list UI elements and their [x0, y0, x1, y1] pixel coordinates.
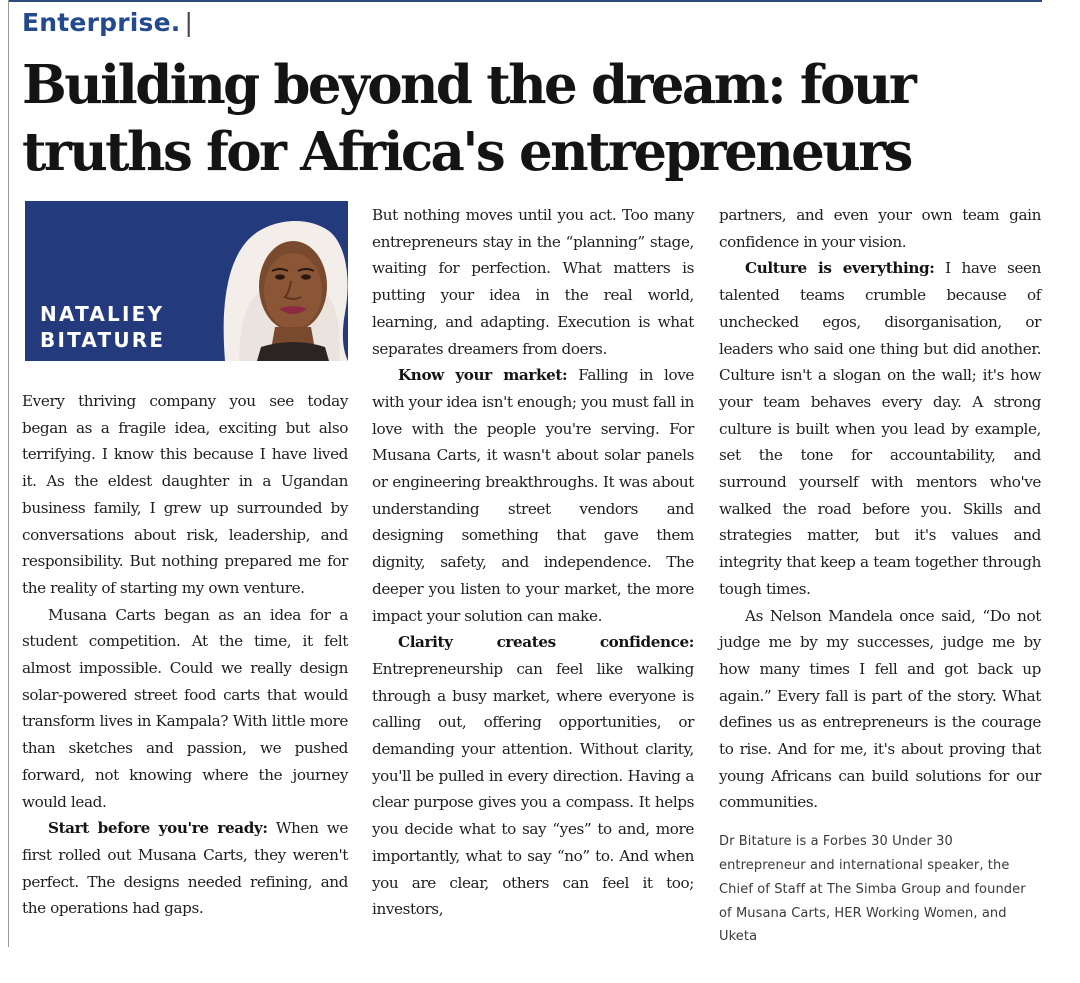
paragraph-text: I have seen talented teams crumble because of unchecked egos, disorganisation, or leaders who said one thing but did another. Culture isn't a slogan on the wall; it's how your team behaves every day. A strong culture is built when you lead by example, set the tone for accountability, and surround yourself with mentors who've walked the road before you. Skills and strategies matter, but it's values and integrity that keep a team together through tough times. [719, 259, 1041, 598]
paragraph: Every thriving company you see today began as a fragile idea, exciting but also terrifying. I know this because I have lived it. As the eldest daughter in a Ugandan business family, I grew up surrounded by conversations about risk, leadership, and responsibility. But nothing prepared me for the reality of starting my own venture. [22, 392, 348, 597]
paragraph-text: Falling in love with your idea isn't enough; you must fall in love with the people you're serving. For Musana Carts, it wasn't about solar panels or engineering breakthroughs. It was about understanding street vendors and designing something that gave them dignity, safety, and independence. The deeper you listen to your market, the more impact your solution can make. [372, 366, 694, 625]
section-label: Enterprise. [22, 8, 181, 37]
paragraph-text: When we first rolled out Musana Carts, they weren't perfect. The designs needed refining, and the operations had gaps. [22, 819, 348, 918]
author-photo [25, 201, 348, 361]
column-1 [22, 388, 348, 922]
paragraph-know-market [372, 362, 694, 629]
subhead: Clarity creates confidence: [398, 633, 694, 652]
paragraph: Musana Carts began as an idea for a student competition. At the time, it felt almost impossible. Could we really design solar-powered street food carts that would transform lives in Kampala? With little more than sketches and passion, we pushed forward, not knowing where the journey would lead. [22, 605, 348, 811]
subhead: Culture is everything: [745, 259, 935, 278]
author-name [40, 301, 165, 353]
subhead: Start before you're ready: [48, 819, 268, 838]
author-last-name: BITATURE [40, 328, 166, 352]
paragraph-text: Entrepreneurship can feel like walking through a busy market, where everyone is calling out, offering opportunities, or demanding your attention. Without clarity, you'll be pulled in every direction. Having a clear purpose gives you a compass. It helps you decide what to say “yes” to and, more importantly, what to say “no” to. And when you are clear, others can feel it too; investors, [372, 659, 694, 919]
paragraph-text-continued: partners, and even your own team gain confidence in your vision. [719, 206, 1041, 251]
column-2 [372, 202, 694, 923]
paragraph-text-continued: But nothing moves until you act. Too many entrepreneurs stay in the “planning” stage, waiting for perfection. What matters is putting your idea in the real world, learning, and adapting. Execution is what separates dreamers from doers. [372, 206, 694, 358]
paragraph-culture [719, 255, 1041, 602]
author-bio: Dr Bitature is a Forbes 30 Under 30 entrepreneur and international speaker, the Chief of Staff at The Simba Group and founder of Musana Carts, HER Working Women, and Uketa [719, 834, 1026, 945]
section-kicker [22, 8, 193, 37]
kicker-separator: | [184, 8, 194, 37]
paragraph-start-before-ready [22, 815, 348, 922]
headline: Building beyond the dream: four truths for Africa's entrepreneurs [22, 54, 915, 183]
column-rule [8, 0, 9, 947]
paragraph-continued [372, 202, 694, 362]
paragraph: As Nelson Mandela once said, “Do not judge me by my successes, judge me by how many times I fell and got back up again.” Every fall is part of the story. What defines us as entrepreneurs is the courage to rise. And for me, it's about proving that young Africans can build solutions for our communities. [719, 606, 1041, 812]
column-3 [719, 202, 1041, 949]
author-first-name: NATALIEY [40, 302, 165, 326]
top-rule [8, 0, 1042, 2]
paragraph-clarity [372, 629, 694, 923]
subhead: Know your market: [398, 366, 568, 385]
paragraph-continued [719, 202, 1041, 255]
